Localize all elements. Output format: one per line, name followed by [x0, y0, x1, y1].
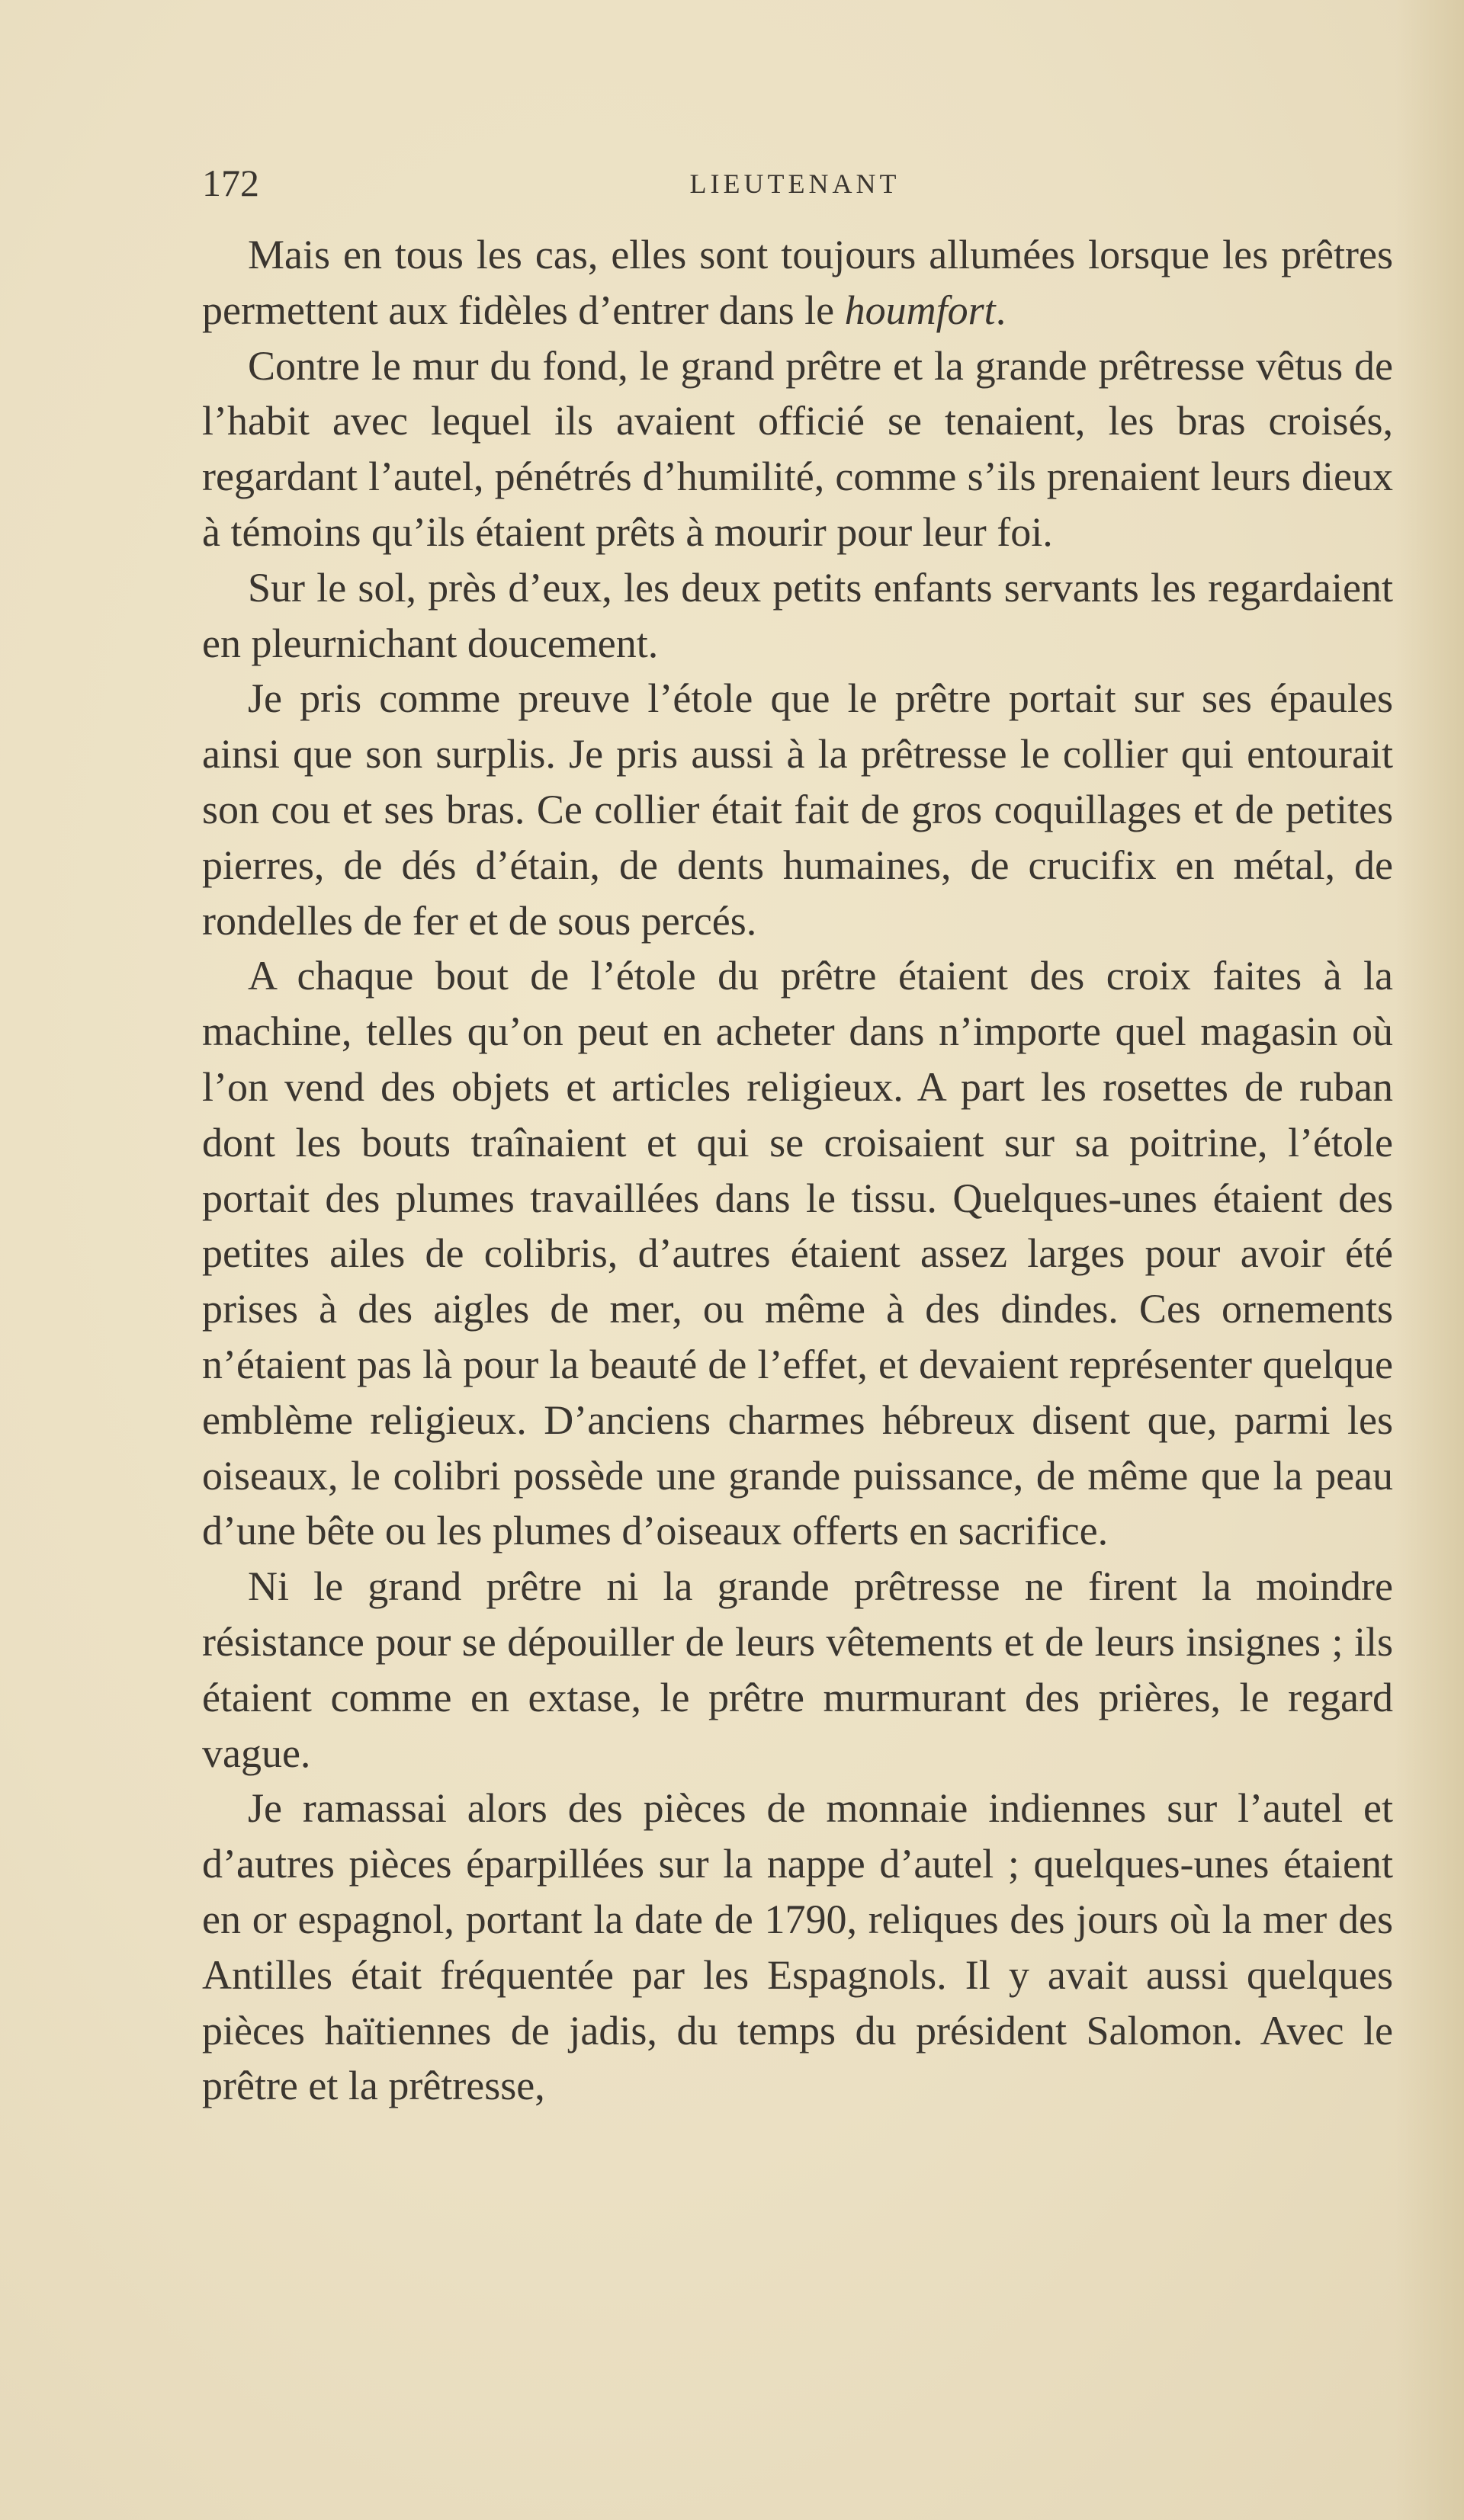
paragraph-6: Ni le grand prêtre ni la grande prêtresse ne firent la moindre résistance pour se dépouiller de leurs vêtements et de leurs insignes ; ils étaient comme en extase, le prêtre murmurant des prières, le regard vague. — [202, 1563, 1393, 1776]
paragraph-1-end: . — [995, 287, 1006, 333]
page-header — [202, 156, 1388, 210]
paragraph-1-italic-word: houmfort — [844, 287, 996, 333]
body-text — [202, 227, 1393, 2114]
page-edge-shadow — [1395, 0, 1464, 2520]
paragraph-1-text: Mais en tous les cas, elles sont toujours allumées lorsque les prêtres permettent aux fidèles d’entrer dans le — [202, 232, 1393, 333]
paragraph-1 — [202, 227, 1393, 338]
paragraph-7: Je ramassai alors des pièces de monnaie indiennes sur l’autel et d’autres pièces éparpillées sur la nappe d’autel ; quelques-unes étaient en or espagnol, portant la date de 1790, reliques des jours où la mer des Antilles était fréquentée par les Espagnols. Il y avait aussi quelques pièces haïtiennes de jadis, du temps du président Salomon. Avec le prêtre et la prêtresse, — [202, 1785, 1393, 2109]
running-title: LIEUTENANT — [689, 168, 901, 199]
page-number: 172 — [202, 162, 259, 204]
paragraph-5: A chaque bout de l’étole du prêtre étaient des croix faites à la machine, telles qu’on peut en acheter dans n’importe quel magasin où l’on vend des objets et articles religieux. A part les rosettes de ruban dont les bouts traînaient et qui se croisaient sur sa poitrine, l’étole portait des plumes travaillées dans le tissu. Quelques-unes étaient des petites ailes de colibris, d’autres étaient assez larges pour avoir été prises à des aigles de mer, ou même à des dindes. Ces ornements n’étaient pas là pour la beauté de l’effet, et devaient représenter quelque emblème religieux. D’anciens charmes hébreux disent que, parmi les oiseaux, le colibri possède une grande puissance, de même que la peau d’une bête ou les plumes d’oiseaux offerts en sacrifice. — [202, 953, 1393, 1554]
paragraph-4: Je pris comme preuve l’étole que le prêtre portait sur ses épaules ainsi que son surplis. Je pris aussi à la prêtresse le collier qui entourait son cou et ses bras. Ce collier était fait de gros coquillages et de petites pierres, de dés d’étain, de dents humaines, de crucifix en métal, de rondelles de fer et de sous percés. — [202, 675, 1393, 944]
paragraph-3: Sur le sol, près d’eux, les deux petits enfants servants les regardaient en pleurnichant doucement. — [202, 564, 1393, 666]
paragraph-2: Contre le mur du fond, le grand prêtre et la grande prêtresse vêtus de l’habit avec lequel ils avaient officié se tenaient, les bras croisés, regardant l’autel, pénétrés d’humilité, comme s’ils prenaient leurs dieux à témoins qu’ils étaient prêts à mourir pour leur foi. — [202, 342, 1393, 555]
